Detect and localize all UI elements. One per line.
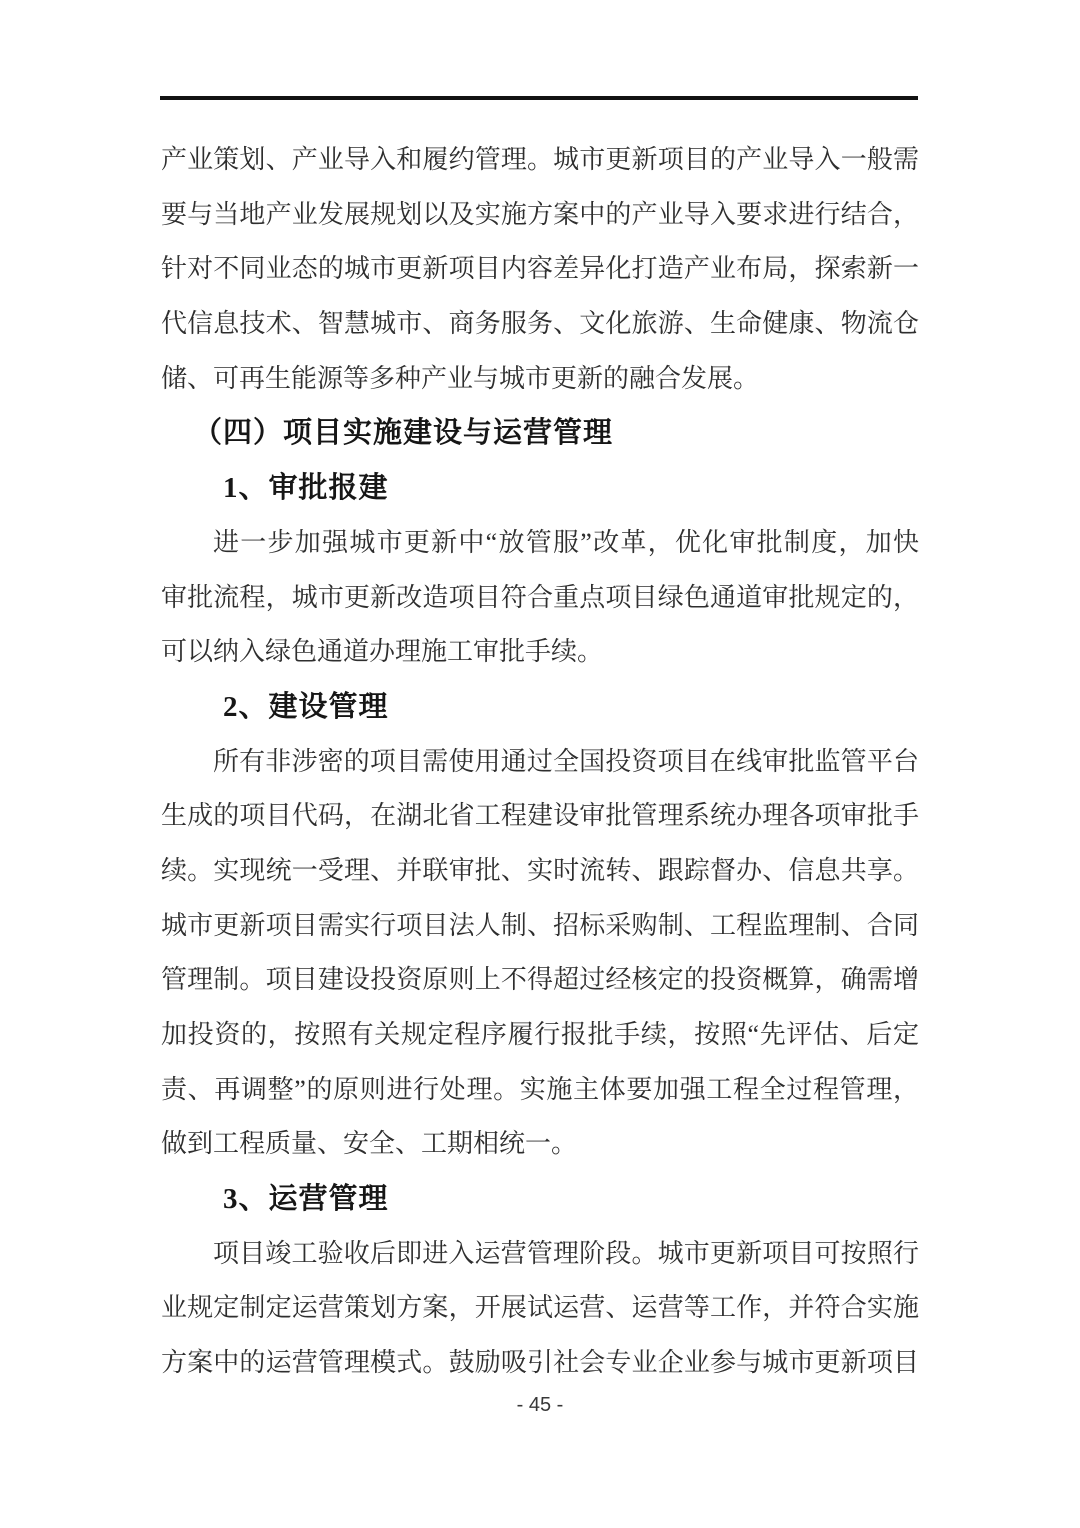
text-line: 所有非涉密的项目需使用通过全国投资项目在线审批监管平台 — [213, 746, 919, 776]
text-line: 产业策划、产业导入和履约管理。城市更新项目的产业导入一般需 — [161, 145, 919, 174]
text-line: 城市更新项目需实行项目法人制、招标采购制、工程监理制、合同 — [161, 910, 919, 940]
text-line: 续。实现统一受理、并联审批、实时流转、跟踪督办、信息共享。 — [161, 855, 919, 885]
subsection-heading: 2、建设管理 — [223, 690, 389, 723]
subsection-heading: 3、运营管理 — [223, 1183, 389, 1216]
text-line: 审批流程，城市更新改造项目符合重点项目绿色通道审批规定的， — [161, 582, 919, 612]
text-line: 管理制。项目建设投资原则上不得超过经核定的投资概算，确需增 — [161, 965, 919, 995]
text-line: 业规定制定运营策划方案，开展试运营、运营等工作，并符合实施 — [161, 1293, 919, 1323]
text-line: 生成的项目代码，在湖北省工程建设审批管理系统办理各项审批手 — [161, 801, 919, 831]
text-line: 做到工程质量、安全、工期相统一。 — [161, 1129, 578, 1159]
text-line: 可以纳入绿色通道办理施工审批手续。 — [161, 637, 604, 667]
text-line: 项目竣工验收后即进入运营管理阶段。城市更新项目可按照行 — [213, 1238, 919, 1268]
text-line: 代信息技术、智慧城市、商务服务、文化旅游、生命健康、物流仓 — [161, 309, 919, 339]
text-line: 储、可再生能源等多种产业与城市更新的融合发展。 — [161, 363, 760, 393]
section-heading: （四）项目实施建设与运营管理 — [193, 417, 614, 450]
page-number: - 45 - — [516, 1394, 564, 1416]
subsection-heading: 1、审批报建 — [223, 472, 389, 505]
text-line: 加投资的，按照有关规定程序履行报批手续，按照“先评估、后定 — [161, 1020, 919, 1049]
text-line: 要与当地产业发展规划以及实施方案中的产业导入要求进行结合， — [161, 199, 919, 229]
header-rule — [160, 96, 918, 100]
text-line: 方案中的运营管理模式。鼓励吸引社会专业企业参与城市更新项目 — [161, 1348, 919, 1378]
text-line: 进一步加强城市更新中“放管服”改革，优化审批制度，加快 — [213, 527, 919, 557]
text-line: 针对不同业态的城市更新项目内容差异化打造产业布局，探索新一 — [161, 254, 919, 284]
text-line: 责、再调整”的原则进行处理。实施主体要加强工程全过程管理， — [161, 1074, 919, 1104]
document-body — [161, 133, 919, 1391]
